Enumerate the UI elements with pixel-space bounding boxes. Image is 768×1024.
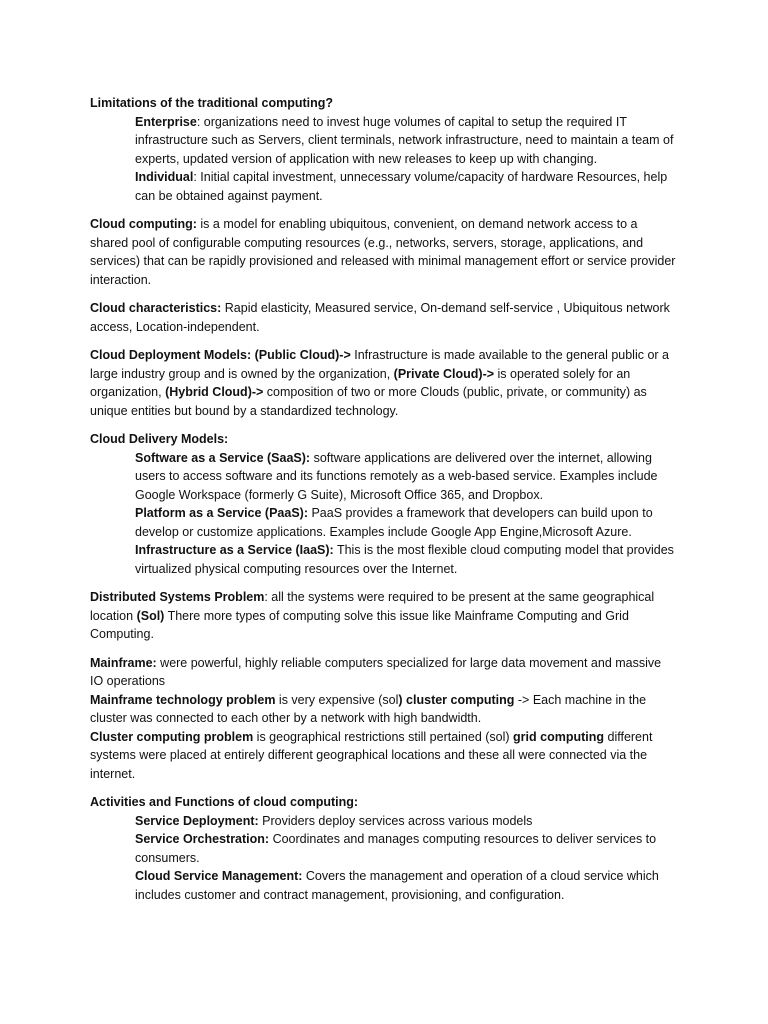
- activity-management: Cloud Service Management: Covers the management and operation of a cloud service which includes customer and contract management, provisioning, and configuration.: [135, 869, 659, 902]
- activity-orchestration: Service Orchestration: Coordinates and manages computing resources to deliver services to consumers.: [135, 832, 657, 865]
- cloud-characteristics-paragraph: Cloud characteristics: Rapid elasticity, Measured service, On-demand self-service , Ubiquitous network access, Location-independent.: [90, 301, 670, 334]
- enterprise-label: Enterprise: [135, 114, 197, 129]
- distributed-systems-paragraph: Distributed Systems Problem: all the systems were required to be present at the same geographical location (Sol) There more types of computing solve this issue like Mainframe Computing and Grid Computing.: [90, 590, 655, 641]
- limitations-heading: Limitations of the traditional computing?: [90, 96, 334, 110]
- individual-label: Individual: [135, 170, 194, 184]
- delivery-models-heading: Cloud Delivery Models:: [90, 432, 229, 446]
- limitations-individual: Individual: Initial capital investment, unnecessary volume/capacity of hardware Resources, help can be obtained against payment.: [135, 170, 668, 203]
- activities-heading: Activities and Functions of cloud computing:: [90, 795, 359, 809]
- delivery-paas: Platform as a Service (PaaS): PaaS provides a framework that developers can build upon to develop or customize applications. Examples include Google App Engine,Microsoft Azure.: [135, 506, 653, 539]
- limitations-enterprise: Enterprise: organizations need to invest huge volumes of capital to setup the required IT infrastructure such as Servers, client terminals, network infrastructure, need to maintain a team of experts, updated version of application with new releases to keep up with changing.: [135, 114, 674, 166]
- deployment-models-paragraph: Cloud Deployment Models: (Public Cloud)-> Infrastructure is made available to the general public or a large industry group and is owned by the organization, (Private Cloud)-> is operated solely for an organization, (Hybrid Cloud)-> composition of two or more Clouds (public, private, or community) as unique entities but bound by a standardized technology.: [90, 348, 669, 418]
- mainframe-paragraph: Mainframe: were powerful, highly reliable computers specialized for large data movement and massive IO operations: [90, 655, 662, 688]
- delivery-saas: Software as a Service (SaaS): software applications are delivered over the internet, allowing users to access software and its functions remotely as a web-based service. Examples include Google Workspace (formerly G Suite), Microsoft Office 365, and Dropbox.: [135, 450, 658, 502]
- cluster-problem-paragraph: Cluster computing problem is geographical restrictions still pertained (sol) grid computing different systems were placed at entirely different geographical locations and these all were connected via the internet.: [90, 729, 653, 781]
- delivery-iaas: Infrastructure as a Service (IaaS): This is the most flexible cloud computing model that provides virtualized physical computing resources over the Internet.: [135, 543, 674, 576]
- mainframe-problem-paragraph: Mainframe technology problem is very expensive (sol) cluster computing -> Each machine in the cluster was connected to each other by a network with high bandwidth.: [90, 692, 647, 725]
- cloud-computing-paragraph: Cloud computing: is a model for enabling ubiquitous, convenient, on demand network access to a shared pool of configurable computing resources (e.g., networks, servers, storage, applications, and services) that can be rapidly provisioned and released with minimal management effort or service provider interaction.: [90, 217, 676, 287]
- activity-deployment: Service Deployment: Providers deploy services across various models: [135, 813, 533, 828]
